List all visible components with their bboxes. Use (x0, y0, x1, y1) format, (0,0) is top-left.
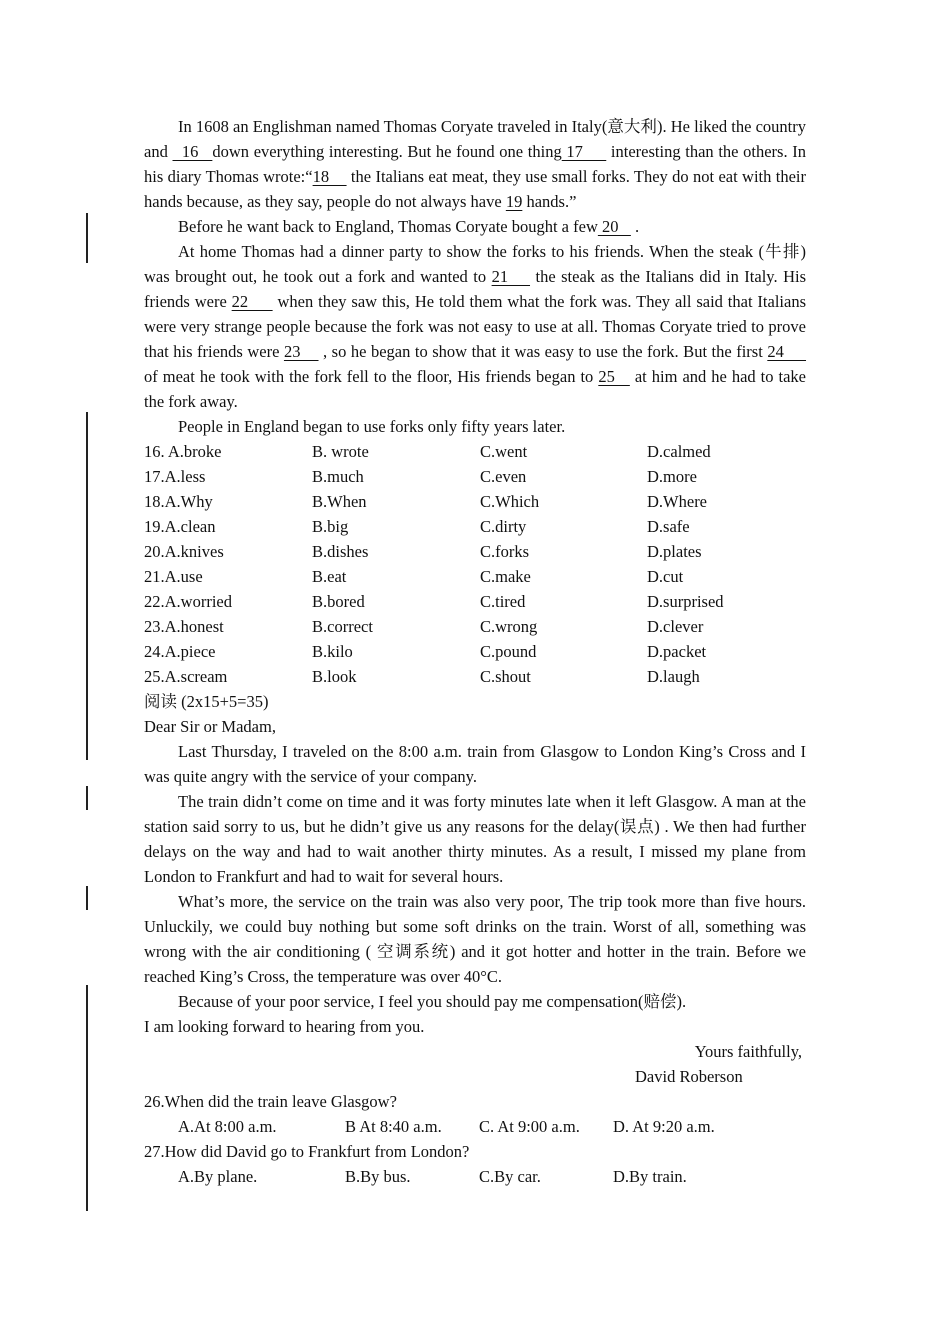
question-27 (144, 1139, 806, 1189)
option: D.cut (647, 567, 684, 586)
option: B.big (312, 517, 349, 536)
blank-18: 18 (312, 167, 347, 186)
option: 24.A.piece (144, 642, 216, 661)
option: D.safe (647, 517, 690, 536)
option-row-21 (144, 564, 806, 589)
blank-20: 20 (597, 217, 631, 236)
text: Before he want back to England, Thomas Coryate bought a few (178, 217, 598, 236)
option: C.wrong (480, 617, 538, 636)
cloze-paragraph-2 (144, 214, 806, 239)
document-page (144, 114, 806, 1189)
blank-24: 24 (767, 342, 807, 361)
margin-bar (86, 412, 88, 760)
option: D.packet (647, 642, 707, 661)
question-stem: 27.How did David go to Frankfurt from London? (144, 1142, 470, 1161)
text: . (630, 217, 640, 236)
option-row-19 (144, 514, 806, 539)
option: C.pound (480, 642, 537, 661)
blank-17: 17 (561, 142, 607, 161)
option: C.shout (480, 667, 531, 686)
text: when they saw this, He told them what the fork was. They all said that Italians were very strange people because the fork was not easy to use at all. Thomas Coryate tried to prove that his friends were (144, 292, 806, 361)
option: B.kilo (312, 642, 353, 661)
letter-closing-line: I am looking forward to hearing from you. (144, 1017, 425, 1036)
letter-paragraph: Because of your poor service, I feel you should pay me compensation(赔偿). (178, 992, 687, 1011)
text: In 1608 an Englishman named Thomas Coryate traveled in Italy(意大利). He liked the country and (144, 117, 806, 161)
option: D.laugh (647, 667, 700, 686)
letter-paragraph: What’s more, the service on the train was also very poor, The trip took more than five hours. Unluckily, we could buy nothing but some soft drinks on the train. Worst of all, something was wrong with the air conditioning ( 空调系统) and it got hotter and hotter in the train. Before we reached King’s Cross, the temperature was over 40°C. (144, 892, 806, 986)
blank-22: 22 (231, 292, 273, 311)
option: C.forks (480, 542, 530, 561)
question-options (144, 1164, 806, 1189)
margin-bar (86, 213, 88, 263)
option: B.dishes (312, 542, 369, 561)
option: B At 8:40 a.m. (345, 1117, 442, 1136)
option: 23.A.honest (144, 617, 224, 636)
option: B.look (312, 667, 357, 686)
blank-21: 21 (491, 267, 531, 286)
margin-bar (86, 786, 88, 810)
option: B.By bus. (345, 1167, 411, 1186)
option: B.eat (312, 567, 347, 586)
option-row-20 (144, 539, 806, 564)
option: B.correct (312, 617, 373, 636)
option-row-17 (144, 464, 806, 489)
option-row-25 (144, 664, 806, 689)
option: C.By car. (479, 1167, 541, 1186)
option: 18.A.Why (144, 492, 213, 511)
option: C. At 9:00 a.m. (479, 1117, 580, 1136)
question-options (144, 1114, 806, 1139)
option: D.surprised (647, 592, 724, 611)
text: the Italians eat meat, they use small forks. They do not eat with their hands because, as they say, people do not always have (144, 167, 806, 211)
option: C.tired (480, 592, 526, 611)
option: D.By train. (613, 1167, 687, 1186)
option: 22.A.worried (144, 592, 232, 611)
option-row-16 (144, 439, 806, 464)
option: 19.A.clean (144, 517, 216, 536)
cloze-paragraph-1 (144, 114, 806, 214)
option: C.Which (480, 492, 540, 511)
option: B.When (312, 492, 367, 511)
letter-sign-off: Yours faithfully, (694, 1042, 802, 1061)
option: D.plates (647, 542, 702, 561)
cloze-paragraph-3 (144, 239, 806, 414)
letter-paragraph: Last Thursday, I traveled on the 8:00 a.m. train from Glasgow to London King’s Cross and I was quite angry with the service of your company. (144, 742, 806, 786)
option: 20.A.knives (144, 542, 224, 561)
cloze-options (144, 439, 806, 689)
text: down everything interesting. But he found one thing (212, 142, 562, 161)
text: , so he began to show that it was easy to use the fork. But the first (318, 342, 768, 361)
letter-signature: David Roberson (635, 1067, 743, 1086)
option: C.went (480, 442, 528, 461)
option: B.bored (312, 592, 365, 611)
margin-bar (86, 886, 88, 910)
option: C.even (480, 467, 527, 486)
reading-section-header: 阅读 (2x15+5=35) (144, 692, 269, 711)
letter-salutation: Dear Sir or Madam, (144, 717, 276, 736)
option: D.clever (647, 617, 704, 636)
option: D.more (647, 467, 697, 486)
option: 25.A.scream (144, 667, 228, 686)
option: A.At 8:00 a.m. (178, 1117, 277, 1136)
option: 16. A.broke (144, 442, 222, 461)
cloze-paragraph-4: People in England began to use forks only fifty years later. (178, 417, 566, 436)
question-stem: 26.When did the train leave Glasgow? (144, 1092, 397, 1111)
blank-25: 25 (598, 367, 630, 386)
text: the steak as the Italians did in Italy. His friends were (144, 267, 806, 311)
option-row-22 (144, 589, 806, 614)
option: 21.A.use (144, 567, 203, 586)
option: B. wrote (312, 442, 369, 461)
option-row-18 (144, 489, 806, 514)
question-26 (144, 1089, 806, 1139)
text: at him and he had to take the fork away. (144, 367, 807, 411)
text: of meat he took with the fork fell to the floor, His friends began to (144, 367, 599, 386)
option: D.Where (647, 492, 708, 511)
option: 17.A.less (144, 467, 206, 486)
blank-19: 19 (505, 192, 523, 211)
option: B.much (312, 467, 364, 486)
margin-bar (86, 985, 88, 1211)
option-row-24 (144, 639, 806, 664)
option: C.make (480, 567, 531, 586)
text: interesting than the others. In his diary Thomas wrote:“ (144, 142, 807, 186)
letter-paragraph: The train didn’t come on time and it was forty minutes late when it left Glasgow. A man at the station said sorry to us, but he didn’t give us any reasons for the delay(误点) . We then had further delays on the way and had to wait another thirty minutes. As a result, I missed my plane from London to Frankfurt and had to wait for several hours. (144, 792, 806, 886)
option: A.By plane. (178, 1167, 258, 1186)
text: At home Thomas had a dinner party to show the forks to his friends. When the steak (牛排) was brought out, he took out a fork and wanted to (144, 242, 806, 286)
option: D. At 9:20 a.m. (613, 1117, 715, 1136)
option-row-23 (144, 614, 806, 639)
blank-23: 23 (283, 342, 319, 361)
blank-16: 16 (172, 142, 213, 161)
text: hands.” (522, 192, 577, 211)
option: D.calmed (647, 442, 711, 461)
option: C.dirty (480, 517, 527, 536)
